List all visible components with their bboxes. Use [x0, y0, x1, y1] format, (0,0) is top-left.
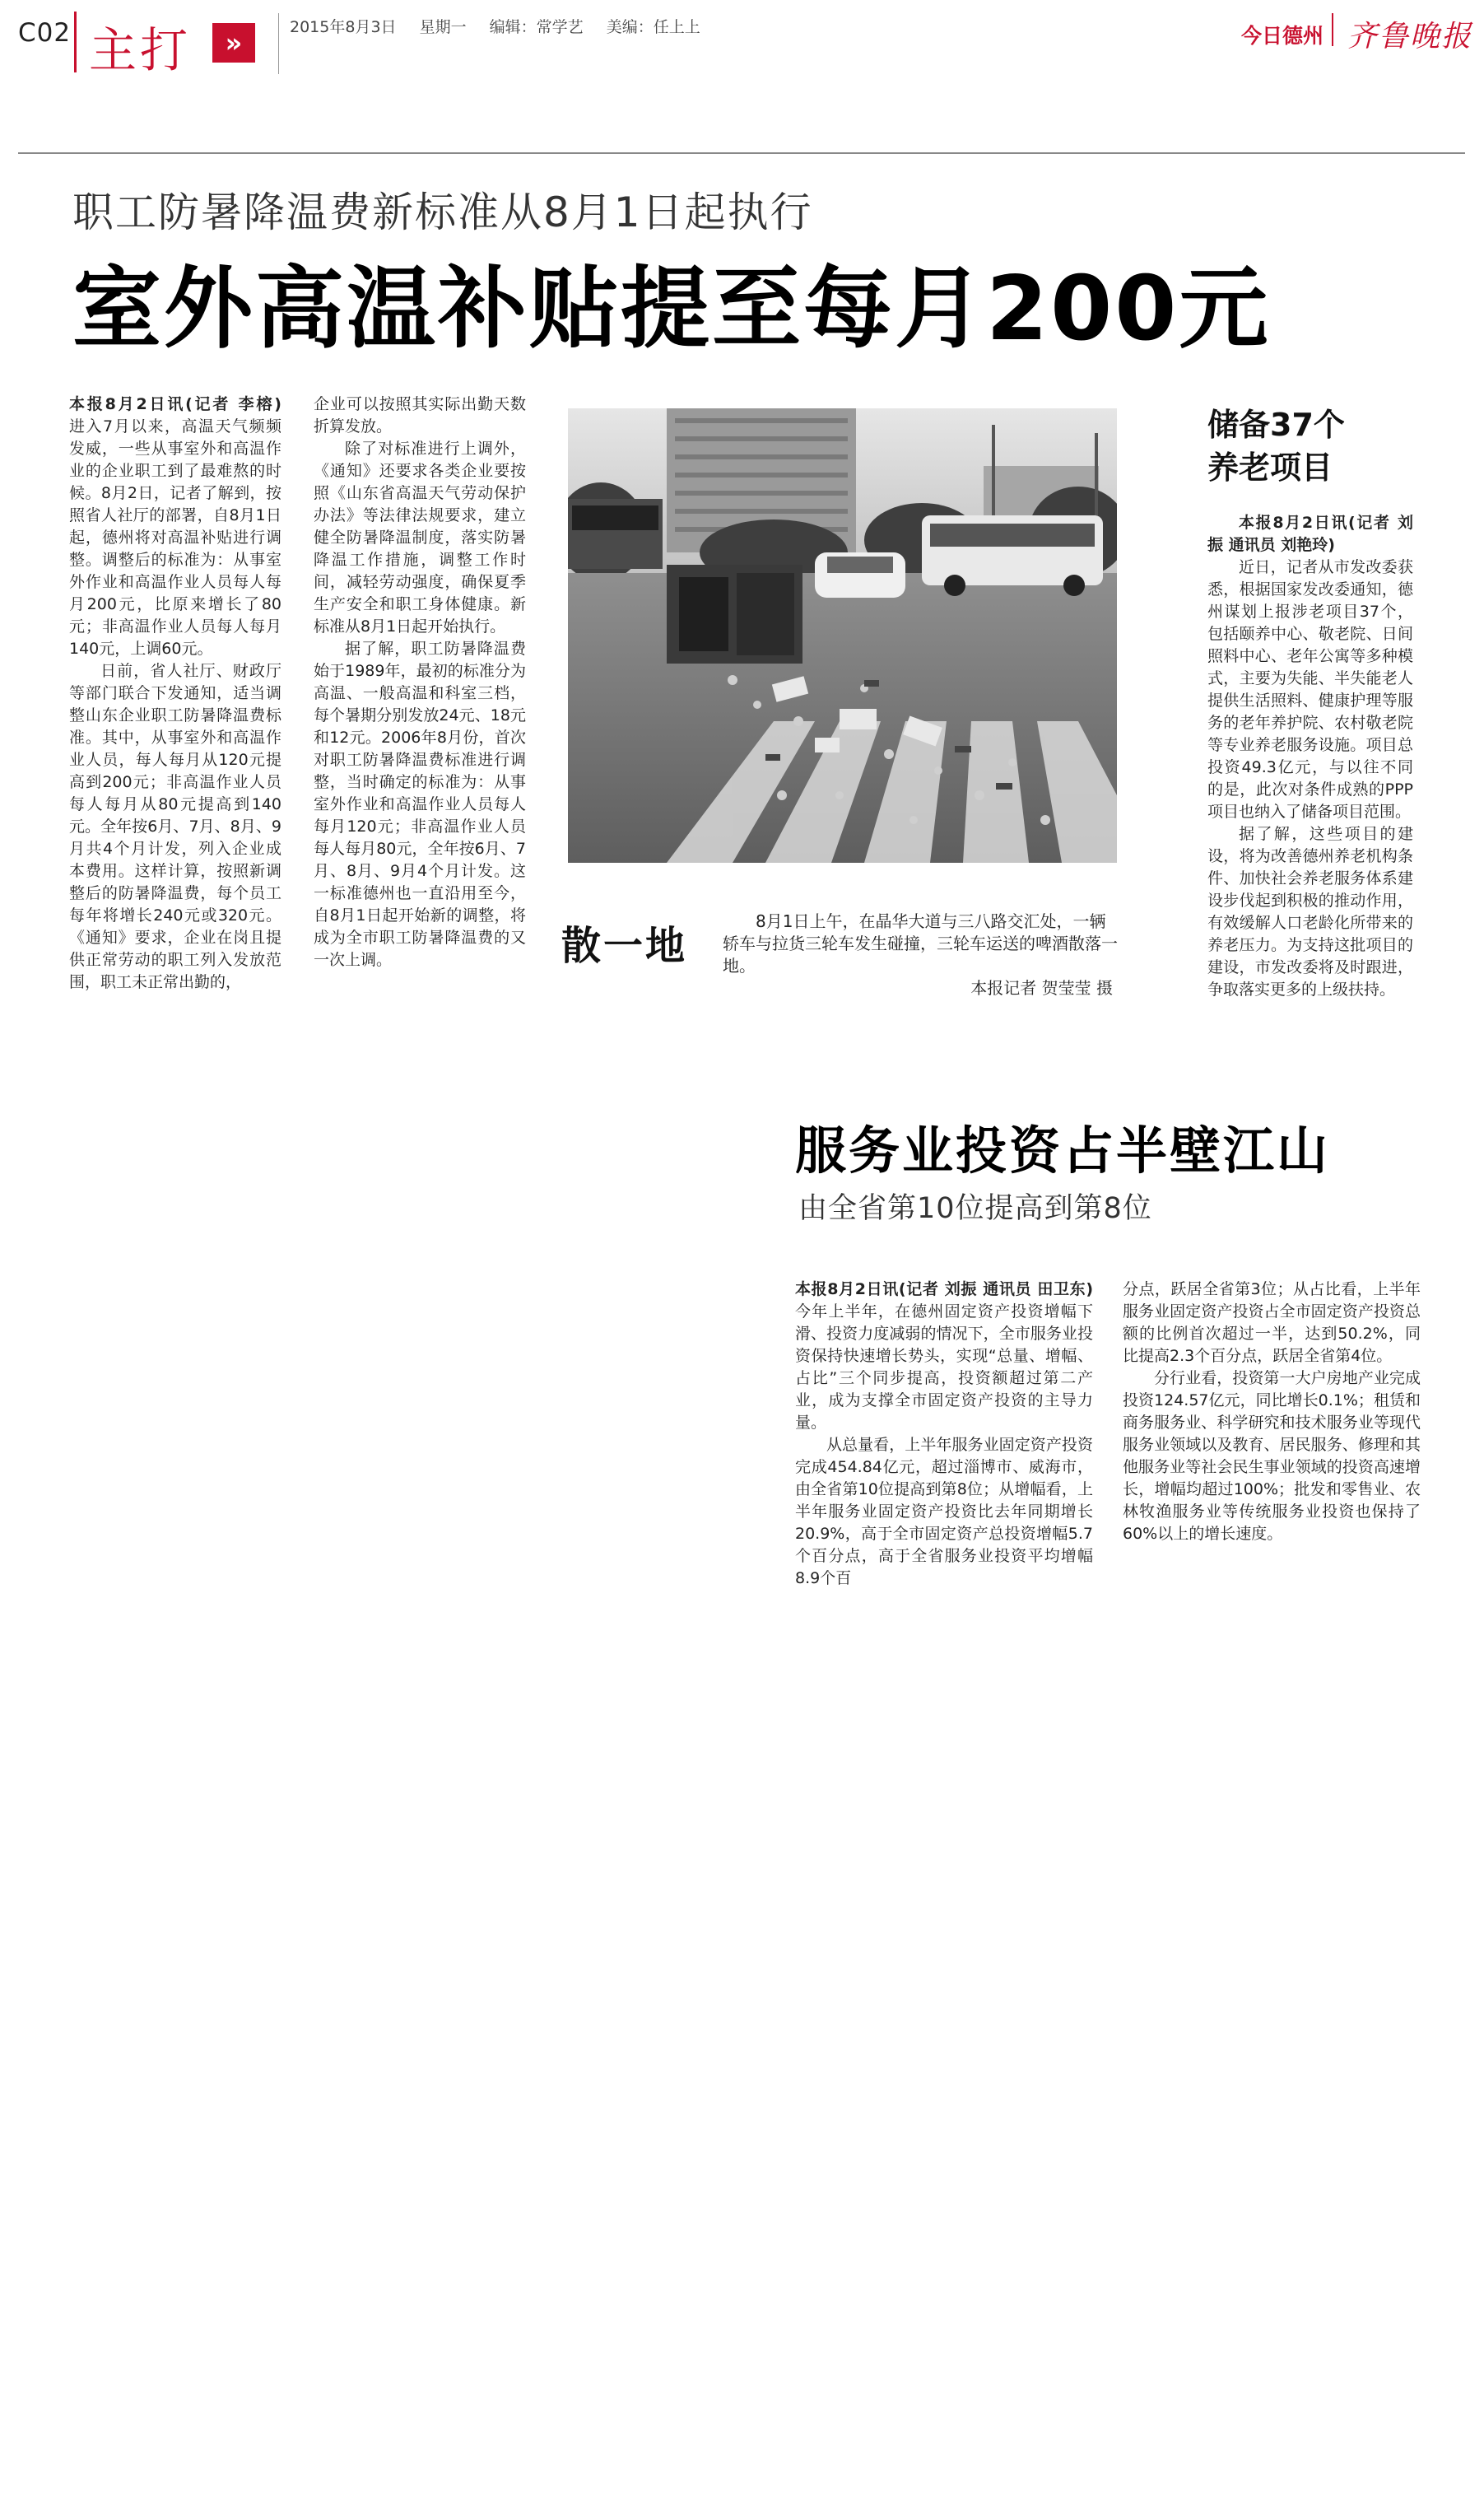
- street-accident-photo: [568, 408, 1117, 863]
- side-story-paragraph: 据了解，这些项目的建设，将为改善德州养老机构条件、加快社会养老服务体系建设步伐起到积极的推动作用，有效缓解人口老龄化所带来的养老压力。为支持这批项目的建设，市发改委将及时跟进，争取落实更多的上级扶持。: [1207, 825, 1413, 999]
- story2-subtitle: 由全省第10位提高到第8位: [798, 1192, 1152, 1225]
- story2-column-1: [795, 1279, 1093, 1590]
- story1-column-1: [69, 394, 281, 994]
- story1-paragraph: 企业可以按照其实际出勤天数折算发放。: [314, 395, 526, 436]
- story1-paragraph: 本报8月2日讯(记者 李榕) 进入7月以来，高温天气频频发威，一些从事室外和高温作业的企业职工到了最难熬的时候。8月2日，记者了解到，按照省人社厅的部署，自8月1日起，德州将对高温补贴进行调整。调整后的标准为：从事室外作业和高温作业人员每人每月200元，比原来增长了80元；非高温作业人员每人每月140元，上调60元。: [69, 395, 281, 658]
- issue-weekday: 星期一: [419, 18, 467, 36]
- story1-headline: 室外高温补贴提至每月200元: [72, 258, 1271, 361]
- header-divider: [278, 13, 279, 74]
- news-photo: [568, 408, 1117, 863]
- side-story-headline-line: 储备37个: [1207, 407, 1345, 443]
- header-divider: [1332, 13, 1333, 46]
- story1-column-2: [314, 394, 526, 971]
- photo-caption: [723, 911, 1121, 999]
- issue-editor: 编辑：常学艺: [489, 18, 584, 36]
- story2-paragraph: 从总量看，上半年服务业固定资产投资完成454.84亿元，超过淄博市、威海市，由全省第10位提高到第8位；从增幅看，上半年服务业固定资产投资比去年同期增长20.9%，高于全市固定资产总投资增幅5.7个百分点，高于全省服务业投资平均增幅8.9个百: [795, 1436, 1093, 1587]
- header-divider: [74, 12, 77, 72]
- story2-dateline: 本报8月2日讯(记者 刘振 通讯员 田卫东): [795, 1280, 1093, 1298]
- story2-column-2: [1123, 1279, 1421, 1545]
- story2-paragraph: 分行业看，投资第一大户房地产业完成投资124.57亿元，同比增长0.1%；租赁和商务服务业、科学研究和技术服务业等现代服务业领域以及教育、居民服务、修理和其他服务业等社会民生事业领域的投资高速增长，增幅均超过100%；批发和零售业、农林牧渔服务业等传统服务业投资也保持了60%以上的增长速度。: [1123, 1369, 1421, 1543]
- story2-paragraph: 本报8月2日讯(记者 刘振 通讯员 田卫东) 今年上半年，在德州固定资产投资增幅下滑、投资力度减弱的情况下，全市服务业投资保持快速增长势头，实现“总量、增幅、占比”三个同步提高，投资额超过第二产业，成为支撑全市固定资产投资的主导力量。: [795, 1280, 1093, 1432]
- header-rule: [18, 152, 1465, 154]
- photo-caption-text: 8月1日上午，在晶华大道与三八路交汇处，一辆轿车与拉货三轮车发生碰撞，三轮车运送的啤酒散落一地。: [723, 911, 1118, 976]
- story1-paragraph: 除了对标准进行上调外，《通知》还要求各类企业要按照《山东省高温天气劳动保护办法》等法律法规要求，建立健全防暑降温制度，落实防暑降温工作措施，调整工作时间，减轻劳动强度，确保夏季生产安全和职工身体健康。新标准从8月1日起开始执行。: [314, 440, 526, 636]
- side-story-headline-line: 养老项目: [1207, 450, 1333, 486]
- story1-paragraph: 据了解，职工防暑降温费始于1989年，最初的标准分为高温、一般高温和科室三档，每个暑期分别发放24元、18元和12元。2006年8月份，首次对职工防暑降温费标准进行调整，当时确定的标准为：从事室外作业和高温作业人员每人每月120元；非高温作业人员每人每月80元，全年按6月、7月、8月、9月4个月计发。这一标准德州也一直沿用至今，自8月1日起开始新的调整，将成为全市职工防暑降温费的又一次上调。: [314, 640, 526, 969]
- side-story-paragraph: 近日，记者从市发改委获悉，根据国家发改委通知，德州谋划上报涉老项目37个，包括颐养中心、敬老院、日间照料中心、老年公寓等多种模式，主要为失能、半失能老人提供生活照料、健康护理等服务的老年养护院、农村敬老院等专业养老服务设施。项目总投资49.3亿元，与以往不同的是，此次对条件成熟的PPP项目也纳入了储备项目范围。: [1207, 558, 1413, 821]
- issue-designer: 美编：任上上: [606, 18, 700, 36]
- page-number: C02: [18, 18, 72, 48]
- section-title: 主打: [89, 22, 192, 78]
- photo-title: 散一地: [561, 923, 688, 969]
- story1-kicker: 职工防暑降温费新标准从8月1日起执行: [72, 189, 813, 236]
- story2-headline: 服务业投资占半壁江山: [795, 1120, 1331, 1181]
- story1-dateline: 本报8月2日讯(记者 李榕): [69, 395, 281, 413]
- side-story-body: [1207, 512, 1413, 1001]
- issue-meta: [290, 15, 719, 37]
- side-story-dateline: 本报8月2日讯(记者 刘振 通讯员 刘艳玲): [1207, 514, 1413, 554]
- story2-paragraph: 分点，跃居全省第3位；从占比看，上半年服务业固定资产投资占全市固定资产投资总额的比例首次超过一半，达到50.2%，同比提高2.3个百分点，跃居全省第4位。: [1123, 1280, 1421, 1365]
- newspaper-logo: 齐鲁晚报: [1347, 20, 1472, 54]
- edition-name: 今日德州: [1240, 24, 1324, 48]
- double-chevron-icon: »: [212, 23, 255, 63]
- photo-credit: 本报记者 贺莹莹 摄: [970, 978, 1113, 998]
- side-story-headline: [1207, 403, 1421, 489]
- story1-paragraph: 日前，省人社厅、财政厅等部门联合下发通知，适当调整山东企业职工防暑降温费标准。其中，从事室外和高温作业人员，每人每月从120元提高到200元；非高温作业人员每人每月从80元提高到140元。全年按6月、7月、8月、9月共4个月计发，列入企业成本费用。这样计算，按照新调整后的防暑降温费，每个员工每年将增长240元或320元。《通知》要求，企业在岗且提供正常劳动的职工列入发放范围，职工未正常出勤的，: [69, 662, 281, 991]
- issue-date: 2015年8月3日: [290, 18, 397, 36]
